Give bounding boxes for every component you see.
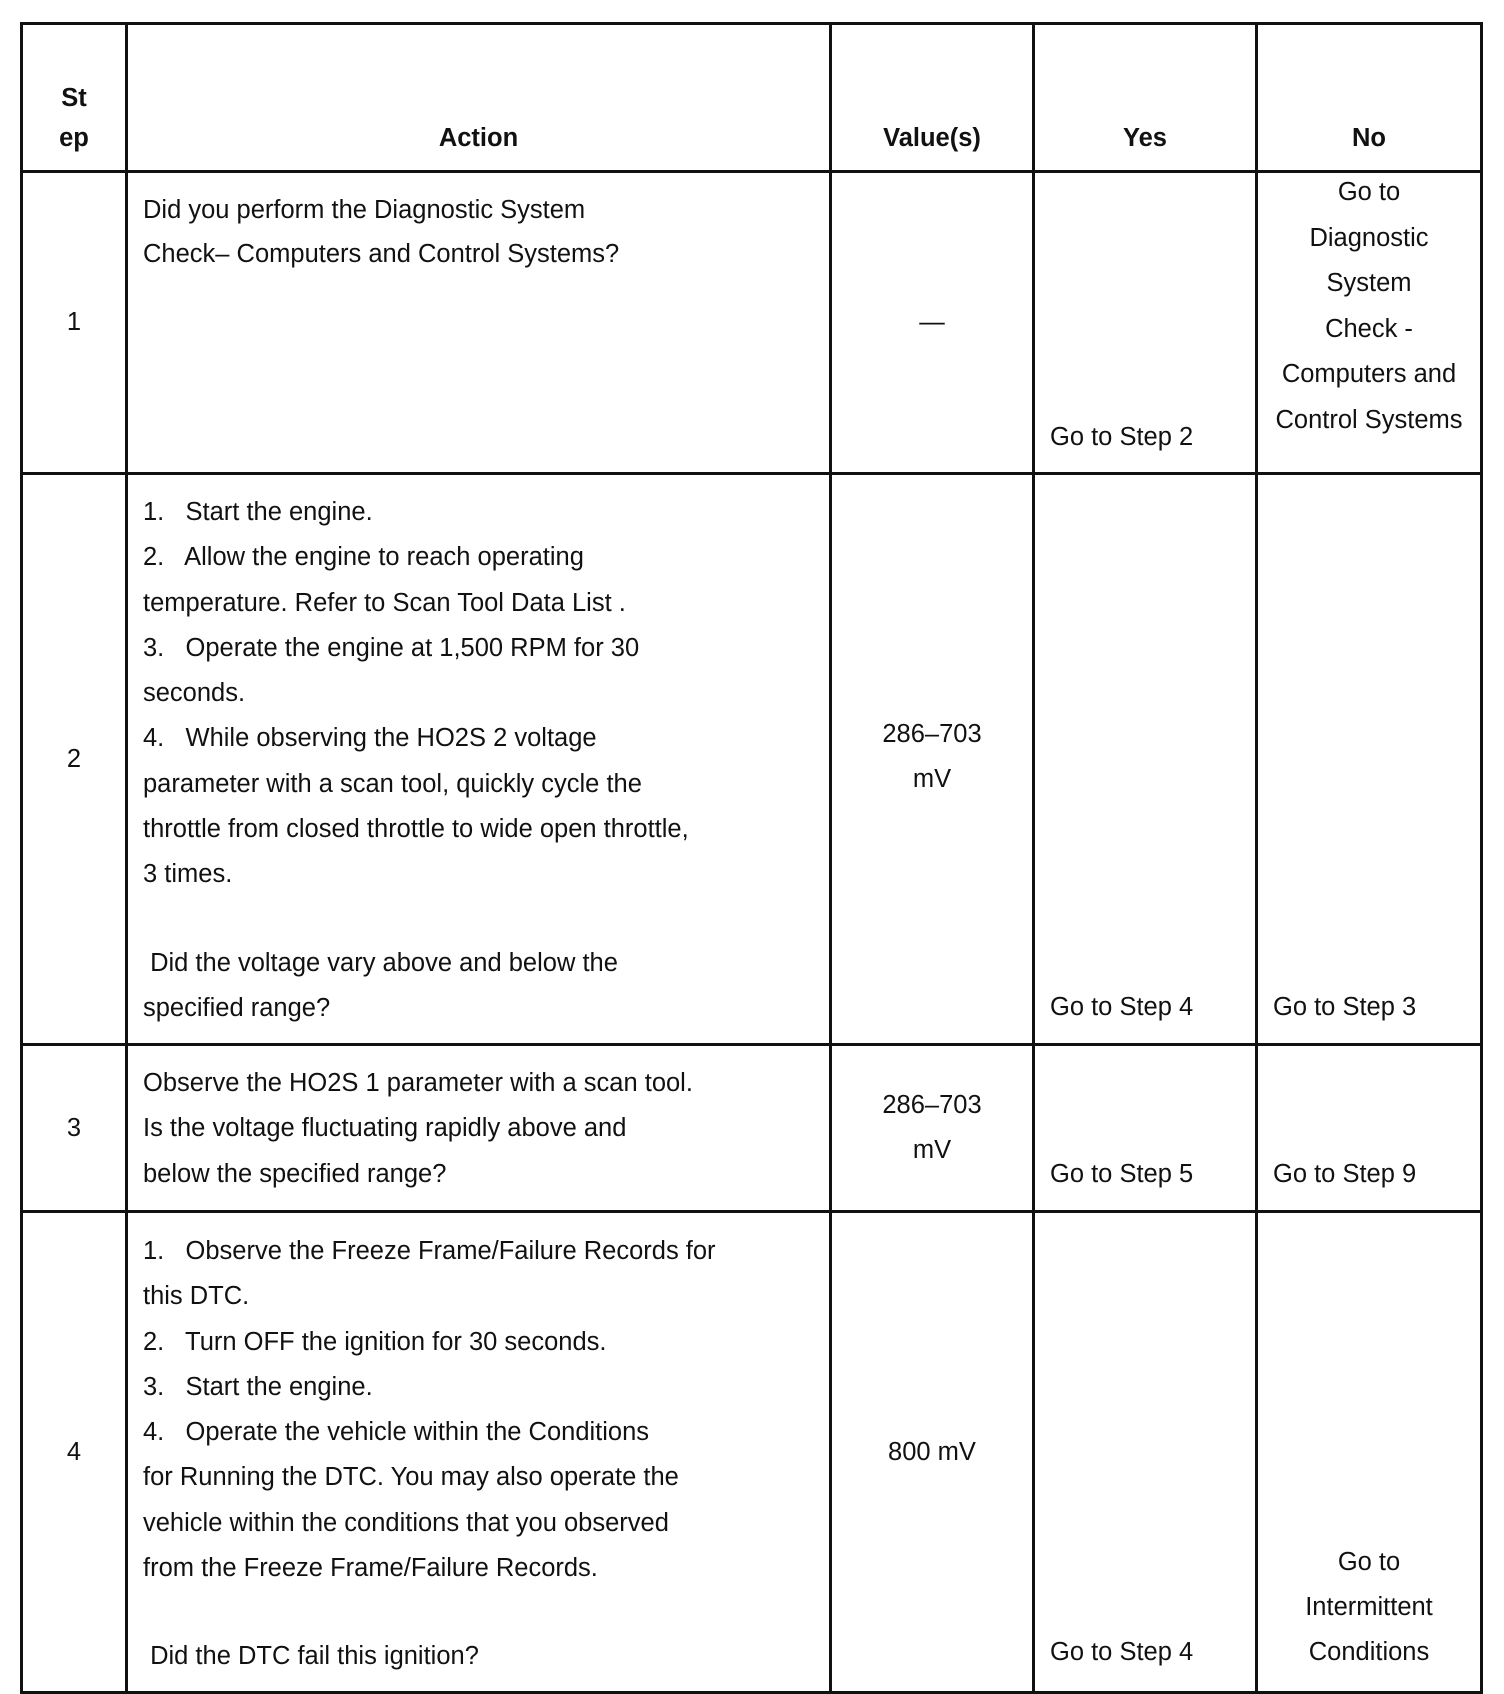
row1-no-line: Go to	[1337, 178, 1401, 206]
row1-step: 1	[66, 308, 82, 336]
row3-value-line: mV	[912, 1136, 952, 1164]
row-divider	[20, 1043, 1483, 1046]
row2-step: 2	[66, 744, 82, 773]
header-values: Value(s)	[883, 124, 981, 152]
row2-action-line: Did the voltage vary above and below the	[143, 948, 618, 977]
row2-yes: Go to Step 4	[1050, 993, 1194, 1021]
row1-no-line: Control Systems	[1275, 405, 1463, 434]
row1-action-line: Check– Computers and Control Systems?	[143, 240, 620, 268]
row3-value	[832, 1083, 1032, 1173]
row4-action	[143, 1229, 827, 1680]
row2-action-line: 2. Allow the engine to reach operating	[143, 543, 584, 572]
row2-action-line: temperature. Refer to Scan Tool Data List .	[143, 588, 626, 617]
row3-step: 3	[66, 1113, 82, 1142]
row-divider	[20, 1210, 1483, 1213]
row2-action-line: 1. Start the engine.	[143, 498, 373, 526]
row1-no-line: System	[1326, 269, 1412, 297]
row3-action	[143, 1061, 827, 1197]
row2-no: Go to Step 3	[1273, 993, 1417, 1021]
header-step-line1: St	[61, 84, 87, 112]
header-yes: Yes	[1123, 124, 1167, 152]
row4-action-line: from the Freeze Frame/Failure Records.	[143, 1554, 598, 1583]
row1-no-line: Diagnostic	[1309, 223, 1429, 252]
row4-action-line: 3. Start the engine.	[143, 1372, 373, 1401]
row2-action-line: 4. While observing the HO2S 2 voltage	[143, 724, 597, 753]
table-border-right	[1480, 22, 1483, 1694]
row1-action-line: Did you perform the Diagnostic System	[143, 196, 586, 224]
row4-no	[1258, 1540, 1480, 1675]
row3-action-line: Observe the HO2S 1 parameter with a scan tool.	[143, 1069, 693, 1097]
row3-action-line: below the specified range?	[143, 1159, 447, 1188]
row3-no: Go to Step 9	[1273, 1160, 1417, 1188]
row4-action-line: vehicle within the conditions that you observed	[143, 1508, 669, 1537]
row2-action	[143, 490, 827, 1031]
row4-step: 4	[66, 1437, 82, 1466]
row2-action-line: parameter with a scan tool, quickly cycle the	[143, 769, 642, 798]
row2-action-line: throttle from closed throttle to wide open throttle,	[143, 815, 689, 844]
row4-value: 800 mV	[888, 1437, 976, 1466]
row2-value-line: 286–703	[882, 720, 982, 748]
row4-action-line: 4. Operate the vehicle within the Conditions	[143, 1418, 650, 1447]
row3-action-line: Is the voltage fluctuating rapidly above and	[143, 1114, 627, 1143]
row4-action-line: for Running the DTC. You may also operate the	[143, 1463, 679, 1492]
row4-yes: Go to Step 4	[1050, 1638, 1194, 1666]
row4-action-line: Did the DTC fail this ignition?	[143, 1642, 479, 1671]
row4-no-line: Go to	[1337, 1548, 1401, 1576]
column-divider	[1032, 22, 1035, 1694]
row1-no	[1258, 170, 1480, 443]
header-step	[23, 78, 125, 158]
row3-value-line: 286–703	[882, 1091, 982, 1119]
header-step-line2: ep	[59, 124, 89, 152]
row1-value: —	[919, 308, 945, 336]
row4-action-line: 1. Observe the Freeze Frame/Failure Records for	[143, 1237, 716, 1265]
row4-action-line	[143, 1591, 827, 1634]
row1-action	[143, 188, 823, 276]
row2-action-line: 3. Operate the engine at 1,500 RPM for 30	[143, 633, 640, 662]
header-action: Action	[438, 124, 519, 152]
row4-action-line: 2. Turn OFF the ignition for 30 seconds.	[143, 1327, 607, 1356]
row-divider	[20, 472, 1483, 475]
row2-value-line: mV	[912, 765, 952, 793]
header-no: No	[1352, 124, 1386, 152]
row2-action-line: specified range?	[143, 993, 331, 1022]
row1-no-line: Check -	[1325, 314, 1413, 343]
row4-no-line: Intermittent	[1305, 1593, 1433, 1621]
row2-action-line	[143, 898, 827, 941]
row1-no-line: Computers and	[1281, 360, 1457, 388]
column-divider	[125, 22, 128, 1694]
row2-action-line: 3 times.	[143, 860, 233, 889]
row2-action-line: seconds.	[143, 679, 246, 708]
row2-value	[832, 712, 1032, 802]
row4-action-line: this DTC.	[143, 1282, 250, 1311]
row4-no-line: Conditions	[1308, 1638, 1430, 1666]
row3-yes: Go to Step 5	[1050, 1160, 1194, 1188]
row1-yes: Go to Step 2	[1050, 423, 1194, 451]
table-border-top	[20, 22, 1483, 25]
